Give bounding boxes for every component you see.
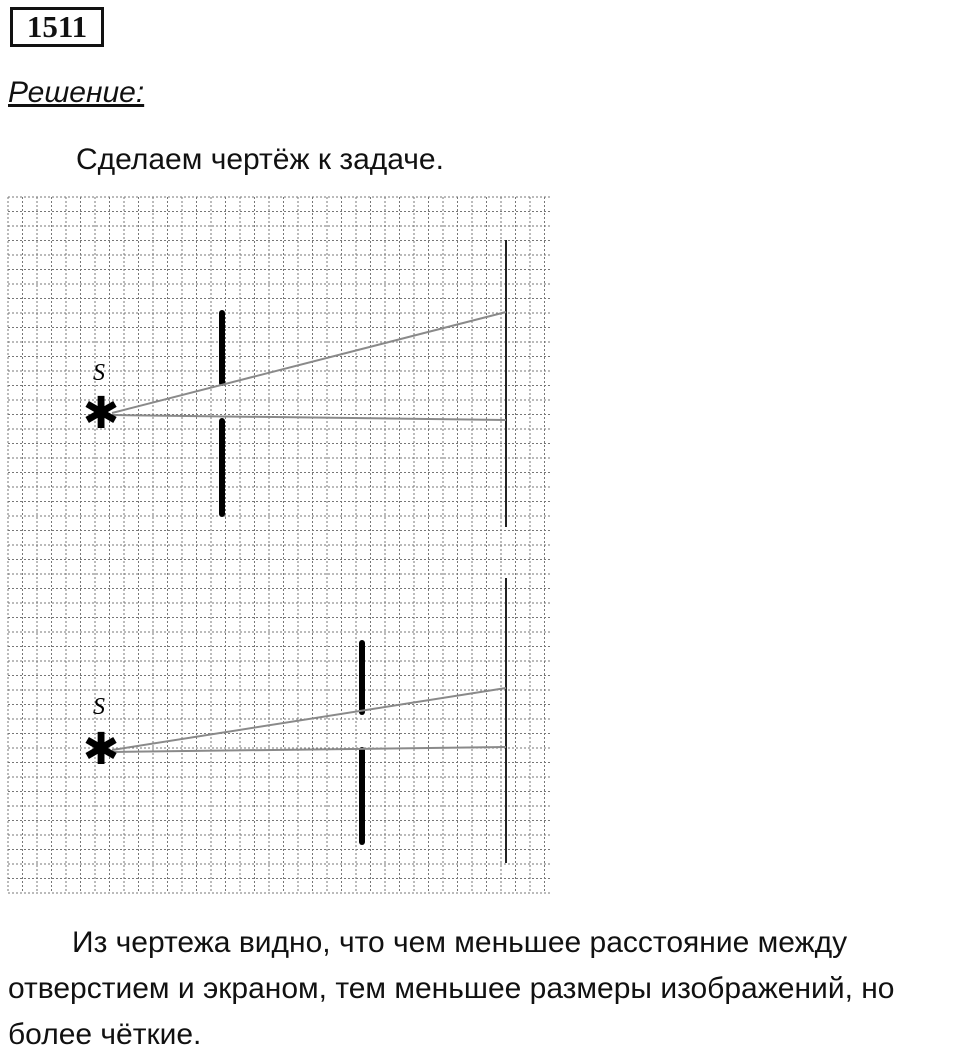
conclusion-text: Из чертежа видно, что чем меньшее расстояние между отверстием и экраном, тем меньшее размеры изображений, но более чёткие. [8, 926, 895, 1051]
solution-label: Решение: [8, 76, 145, 109]
top-drawing [83, 240, 506, 527]
pinhole-diagram [0, 188, 560, 898]
top-ray-lower [112, 415, 506, 420]
bottom-source-star-icon: ✱ [82, 724, 120, 775]
bottom-ray-upper [112, 688, 506, 750]
top-source-label: S [93, 360, 105, 386]
problem-number: 1511 [10, 7, 104, 47]
bottom-source-label: S [93, 694, 105, 720]
grid-paper [8, 197, 552, 893]
top-source-star-icon: ✱ [82, 388, 120, 439]
intro-text: Сделаем чертёж к задаче. [76, 143, 444, 176]
bottom-drawing [83, 578, 506, 863]
